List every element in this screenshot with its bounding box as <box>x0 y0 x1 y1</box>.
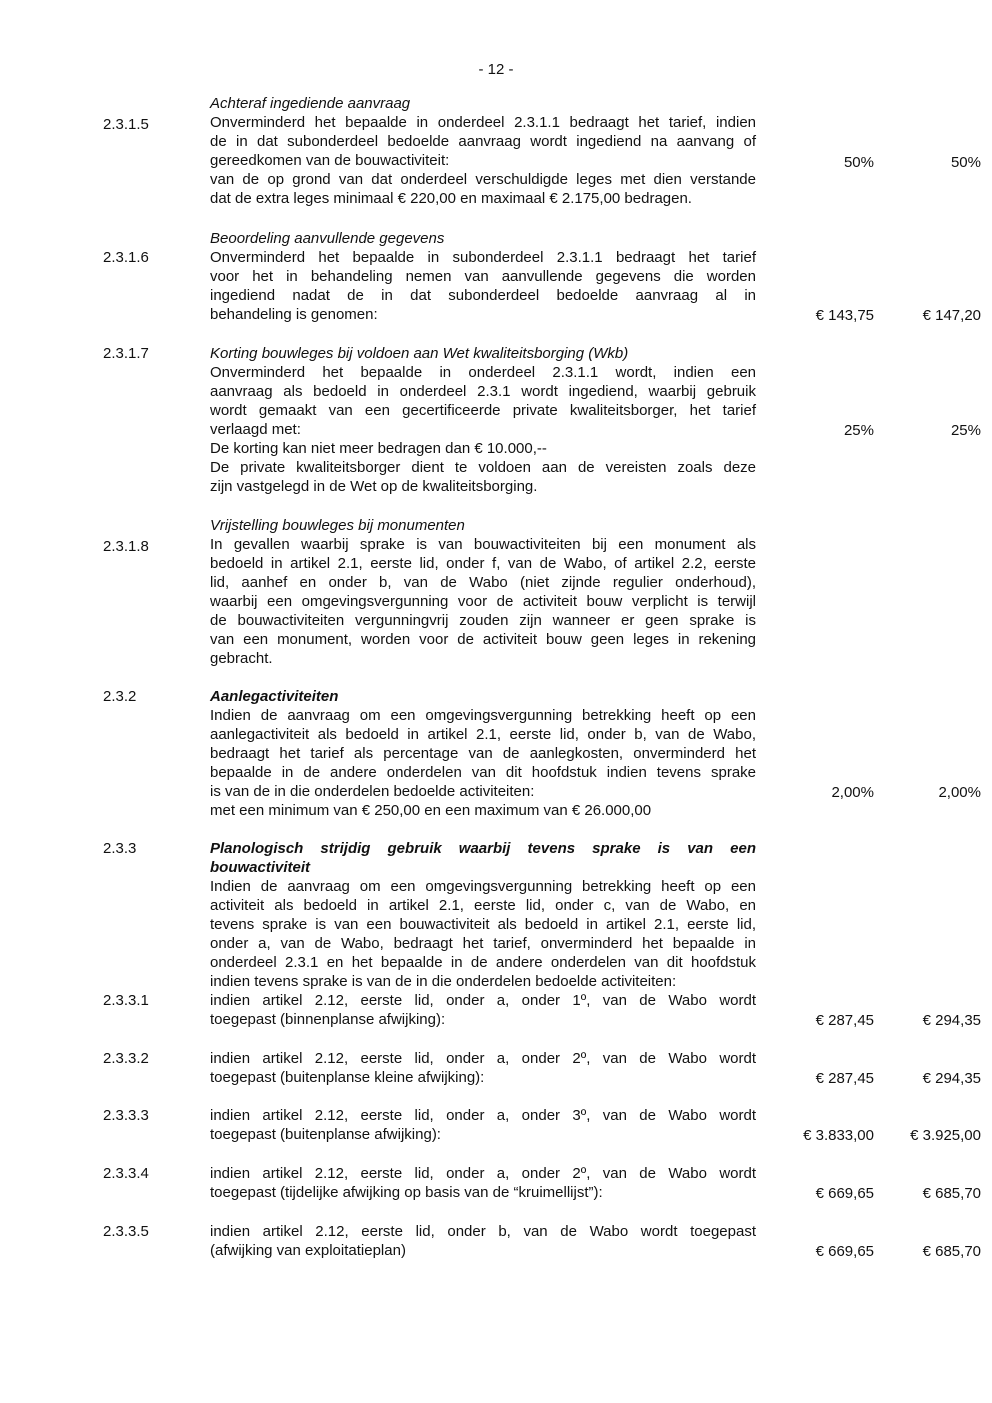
text-line: dat de extra leges minimaal € 220,00 en maximaal € 2.175,00 bedragen. <box>210 190 692 207</box>
text-line: toegepast (buitenplanse kleine afwijking): <box>210 1069 485 1086</box>
tariff-value-1: 50% <box>843 154 874 171</box>
article-number: 2.3.3.2 <box>103 1050 149 1067</box>
tariff-value-1: € 669,65 <box>815 1243 874 1260</box>
article-description <box>210 1049 756 1087</box>
tariff-value-1: € 287,45 <box>815 1012 874 1029</box>
tariff-value-2: 25% <box>950 422 981 439</box>
text-line: indien artikel 2.12, eerste lid, onder b, van de Wabo wordt toegepast <box>210 1223 756 1240</box>
text-line: bepaalde in de andere onderdelen van dit hoofdstuk indien tevens sprake <box>210 764 756 781</box>
text-line: toegepast (binnenplanse afwijking): <box>210 1011 446 1028</box>
text-line: van een monument, worden voor de activiteit bouw geen leges in rekening <box>210 631 756 648</box>
tariff-value-1: 2,00% <box>831 784 874 801</box>
article-description <box>210 1222 756 1260</box>
tariff-value-1: € 669,65 <box>815 1185 874 1202</box>
tariff-value-2: 50% <box>950 154 981 171</box>
article-description <box>210 687 756 820</box>
article-description <box>210 516 756 668</box>
article-number: 2.3.1.5 <box>103 116 149 133</box>
text-line: Onverminderd het bepaalde in subonderdeel 2.3.1.1 bedraagt het tarief <box>210 249 756 266</box>
text-line: de in dat subonderdeel bedoelde aanvraag wordt ingediend na aanvang of <box>210 133 756 150</box>
text-line: waarbij een omgevingsvergunning voor de activiteit bouw verplicht is terwijl <box>210 593 756 610</box>
article-description <box>210 839 756 991</box>
text-line: Onverminderd het bepaalde in onderdeel 2.3.1.1 wordt, indien een <box>210 364 756 381</box>
article-heading: Korting bouwleges bij voldoen aan Wet kwaliteitsborging (Wkb) <box>210 345 629 362</box>
text-line: ingediend nadat de in dat subonderdeel bedoelde aanvraag al in <box>210 287 756 304</box>
text-line: voor het in behandeling nemen van aanvullende gegevens die worden <box>210 268 756 285</box>
article-heading: Beoordeling aanvullende gegevens <box>210 230 445 247</box>
text-line: gereedkomen van de bouwactiviteit: <box>210 152 450 169</box>
text-line: met een minimum van € 250,00 en een maximum van € 26.000,00 <box>210 802 652 819</box>
text-line: verlaagd met: <box>210 421 301 438</box>
text-line: behandeling is genomen: <box>210 306 378 323</box>
article-description <box>210 991 756 1029</box>
text-line: de bouwactiviteiten vergunningvrij zouden zijn wanneer er geen sprake is <box>210 612 756 629</box>
article-number: 2.3.2 <box>103 688 137 705</box>
article-number: 2.3.3.4 <box>103 1165 149 1182</box>
tariff-value-2: € 685,70 <box>922 1243 981 1260</box>
article-description <box>210 1164 756 1202</box>
article-heading: Planologisch strijdig gebruik waarbij tevens sprake is van een <box>210 840 756 857</box>
text-line: bedoeld in artikel 2.1, eerste lid, onder f, van de Wabo, of artikel 2.2, eerste <box>210 555 756 572</box>
article-number: 2.3.3.5 <box>103 1223 149 1240</box>
text-line: aanlegactiviteit als bedoeld in artikel 2.1, eerste lid, onder b, van de Wabo, <box>210 726 756 743</box>
text-line: indien artikel 2.12, eerste lid, onder a, onder 1º, van de Wabo wordt <box>210 992 756 1009</box>
text-line: tevens sprake is van een bouwactiviteit als bedoeld in artikel 2.1, eerste lid, <box>210 916 756 933</box>
article-number: 2.3.3.3 <box>103 1107 149 1124</box>
article-description <box>210 1106 756 1144</box>
text-line: In gevallen waarbij sprake is van bouwactiviteiten bij een monument als <box>210 536 756 553</box>
tariff-value-2: € 294,35 <box>922 1070 981 1087</box>
article-number: 2.3.3 <box>103 840 137 857</box>
text-line: indien artikel 2.12, eerste lid, onder a, onder 2º, van de Wabo wordt <box>210 1050 756 1067</box>
text-line: van de op grond van dat onderdeel verschuldigde leges met dien verstande <box>210 171 756 188</box>
text-line: Onverminderd het bepaalde in onderdeel 2.3.1.1 bedraagt het tarief, indien <box>210 114 756 131</box>
article-heading: Vrijstelling bouwleges bij monumenten <box>210 517 465 534</box>
text-line: lid, aanhef en onder b, van de Wabo (niet zijnde regulier onderhoud), <box>210 574 756 591</box>
text-line: indien tevens sprake is van de in die onderdelen bedoelde activiteiten: <box>210 973 677 990</box>
tariff-value-2: 2,00% <box>938 784 981 801</box>
article-description <box>210 94 756 208</box>
text-line: De private kwaliteitsborger dient te voldoen aan de vereisten zoals deze <box>210 459 756 476</box>
article-number: 2.3.1.6 <box>103 249 149 266</box>
text-line: Indien de aanvraag om een omgevingsvergunning betrekking heeft op een <box>210 878 756 895</box>
tariff-value-1: € 143,75 <box>815 307 874 324</box>
article-heading: Aanlegactiviteiten <box>210 688 339 705</box>
text-line: onderdeel 2.3.1 en het bepaalde in de andere onderdelen van dit hoofdstuk <box>210 954 756 971</box>
text-line: Indien de aanvraag om een omgevingsvergunning betrekking heeft op een <box>210 707 756 724</box>
article-number: 2.3.1.8 <box>103 538 149 555</box>
tariff-value-2: € 147,20 <box>922 307 981 324</box>
text-line: indien artikel 2.12, eerste lid, onder a, onder 3º, van de Wabo wordt <box>210 1107 756 1124</box>
text-line: toegepast (tijdelijke afwijking op basis van de “kruimellijst”): <box>210 1184 603 1201</box>
text-line: indien artikel 2.12, eerste lid, onder a, onder 2º, van de Wabo wordt <box>210 1165 756 1182</box>
text-line: onder a, van de Wabo, bedraagt het tarief, onverminderd het bepaalde in <box>210 935 756 952</box>
text-line: (afwijking van exploitatieplan) <box>210 1242 406 1259</box>
text-line: is van de in die onderdelen bedoelde activiteiten: <box>210 783 535 800</box>
article-heading-continued: bouwactiviteit <box>210 859 311 876</box>
text-line: toegepast (buitenplanse afwijking): <box>210 1126 441 1143</box>
text-line: aanvraag als bedoeld in onderdeel 2.3.1 wordt ingediend, waarbij gebruik <box>210 383 756 400</box>
text-line: gebracht. <box>210 650 273 667</box>
tariff-value-1: € 287,45 <box>815 1070 874 1087</box>
text-line: bedraagt het tarief als percentage van de aanlegkosten, onverminderd het <box>210 745 756 762</box>
tariff-value-1: € 3.833,00 <box>803 1127 874 1144</box>
article-description <box>210 229 756 324</box>
text-line: wordt gemaakt van een gecertificeerde private kwaliteitsborger, het tarief <box>210 402 756 419</box>
tariff-value-2: € 685,70 <box>922 1185 981 1202</box>
tariff-value-2: € 3.925,00 <box>910 1127 981 1144</box>
text-line: activiteit als bedoeld in artikel 2.1, eerste lid, onder c, van de Wabo, en <box>210 897 756 914</box>
tariff-value-2: € 294,35 <box>922 1012 981 1029</box>
page-number: - 12 - <box>478 61 514 78</box>
text-line: De korting kan niet meer bedragen dan € 10.000,-- <box>210 440 547 457</box>
article-description <box>210 344 756 496</box>
article-number: 2.3.1.7 <box>103 345 149 362</box>
tariff-value-1: 25% <box>843 422 874 439</box>
article-number: 2.3.3.1 <box>103 992 149 1009</box>
article-heading: Achteraf ingediende aanvraag <box>210 95 411 112</box>
text-line: zijn vastgelegd in de Wet op de kwaliteitsborging. <box>210 478 538 495</box>
